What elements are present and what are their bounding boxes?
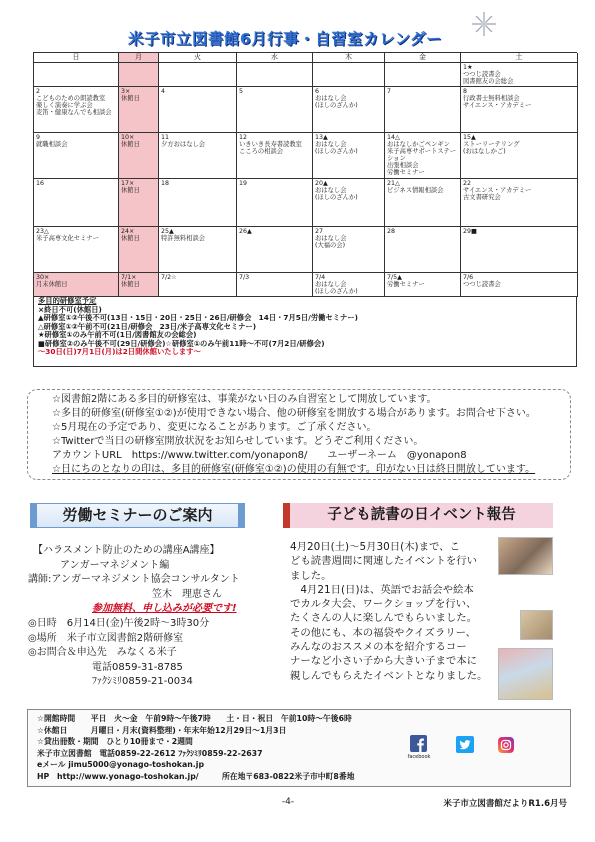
info-line: ☆Twitterで当日の研修室開放状況をお知らせしています。どうぞご利用ください。 <box>52 436 424 447</box>
weekday-header-fri: 金 <box>385 53 461 63</box>
calendar-day-cell: 7/4 おはなし会 (ほしのざんか) <box>313 273 385 297</box>
twitter-icon <box>456 736 474 753</box>
event-report-body: 4月20日(土)～5月30日(木)まで、こ ども読書週間に関連したイベントを行い ました。 4月21日(日)は、英語でお話会や絵本 でカルタ大会、ワークショップを行い、 たくさんの人に楽しんでもらいました。 その他にも、本の福袋やクイズラリー、 みんなのおススメの本を紹介するコー ナーなど小さい子から大きい子まで本に 親しんでもらえたイベントとなりました。 <box>290 541 488 682</box>
event-report-heading: 子ども読書の日イベント報告 <box>283 503 553 528</box>
calendar-day-cell: 19 <box>237 179 313 227</box>
opening-hours: ☆開館時間 平日 火～金 午前9時～午後7時 土・日・祝日 午前10時～午後6時 <box>37 714 352 723</box>
page-number: -4- <box>281 797 295 807</box>
calendar-day-cell: 7/5▲ 労働セミナー <box>385 273 461 297</box>
calendar-day-cell: 30× 月末休館日 <box>34 273 119 297</box>
seminar-contact: ◎お問合＆申込先 みなくる米子 <box>28 647 177 659</box>
seminar-fee-notice: 参加無料、申し込みが必要です! <box>92 603 237 615</box>
calendar-day-cell <box>159 63 237 87</box>
calendar-day-cell: 27 おはなし会 (大福の会) <box>313 227 385 273</box>
weekday-header-mon: 月 <box>119 53 159 63</box>
room-schedule-notes <box>33 296 577 367</box>
calendar-day-cell: 18 <box>159 179 237 227</box>
calendar-day-cell: 25▲ 特許無料相談会 <box>159 227 237 273</box>
study-room-info-box <box>27 389 571 480</box>
seminar-course: 【ハラスメント防止のための講座A講座】 <box>33 545 220 556</box>
calendar-day-cell: 12 いきいき長寿書読教室 こころの相談会 <box>237 133 313 179</box>
calendar-day-cell <box>34 63 119 87</box>
loan-limits: ☆貸出冊数・期間 ひとり10冊まで・2週間 <box>37 737 193 746</box>
closure-notice: ～30日(日)7月1日(月)は2日間休館いたします～ <box>38 347 201 356</box>
notes-line: ★研修室①のみ午前不可(1日/図書館友の会総会) <box>38 330 197 339</box>
calendar-day-cell: 4 <box>159 87 237 133</box>
calendar-day-cell <box>119 63 159 87</box>
seminar-lecturer-name: 笠木 理恵さん <box>152 588 222 600</box>
weekday-header-tue: 火 <box>159 53 237 63</box>
calendar-grid <box>33 52 577 297</box>
calendar-day-cell: 17× 休館日 <box>119 179 159 227</box>
weekday-header-thu: 木 <box>313 53 385 63</box>
notes-title: 多目的研修室予定 <box>38 296 97 305</box>
calendar-day-cell: 3× 休館日 <box>119 87 159 133</box>
library-phone: 米子市立図書館 電話0859-22-2612 ﾌｧｸｼﾐﾘ0859-22-2637 <box>37 748 263 758</box>
calendar-day-cell <box>237 63 313 87</box>
calendar-day-cell: 7/6 つつじ読書会 <box>461 273 578 297</box>
seminar-lecturer: 講師:アンガーマネジメント協会コンサルタント <box>28 574 240 586</box>
calendar-day-cell: 8 行政書士無料相談会 サイエンス・アカデミー <box>461 87 578 133</box>
calendar-day-cell <box>385 63 461 87</box>
calendar-day-cell: 14△ おはなしかごペンギン 米子高専サポートステーション 出張相談会 労働セミナー <box>385 133 461 179</box>
library-email: eメール jimu5000@yonago-toshokan.jp <box>37 760 205 769</box>
calendar-day-cell: 16 <box>34 179 119 227</box>
seminar-fax: ﾌｧｸｼﾐﾘ0859-21-0034 <box>92 676 193 688</box>
calendar-day-cell: 15▲ ストーリーテリング (おはなしかご) <box>461 133 578 179</box>
labor-seminar-heading: 労働セミナーのご案内 <box>30 503 245 528</box>
facebook-label: facebook <box>407 754 431 760</box>
calendar-day-cell: 7/2☆ <box>159 273 237 297</box>
seminar-phone: 電話0859-31-8785 <box>92 661 183 673</box>
info-line: ☆日にちのとなりの印は、多目的研修室(研修室①②)の使用の有無です。印がない日は終日開放しています。 <box>52 464 536 475</box>
calendar-day-cell: 24× 休館日 <box>119 227 159 273</box>
calendar-day-cell: 7/1× 休館日 <box>119 273 159 297</box>
info-line: ☆図書館2階にある多目的研修室は、事業がない日のみ自習室として開放しています。 <box>52 394 437 405</box>
notes-line: ×終日不可(休館日) <box>38 304 102 314</box>
weekday-header-sun: 日 <box>34 53 119 63</box>
calendar-day-cell: 2 こどものための朗読教室 楽しく演奏に学ぶ会 麦笛・健康なんでも相談会 <box>34 87 119 133</box>
info-line: ☆多目的研修室(研修室①②)が使用できない場合、他の研修室を開放する場合があります。お問合せ下さい。 <box>52 408 536 419</box>
event-photo <box>520 610 553 640</box>
calendar-day-cell: 5 <box>237 87 313 133</box>
weekday-header-sat: 土 <box>461 53 578 63</box>
seminar-datetime: ◎日時 6月14日(金)午後2時～3時30分 <box>28 617 210 629</box>
publication-name: 米子市立図書館だよりR1.6月号 <box>443 799 567 809</box>
labor-seminar-details <box>28 544 253 690</box>
calendar-day-cell: 10× 休館日 <box>119 133 159 179</box>
calendar-day-cell: 6 おはなし会 (ほしのざんか) <box>313 87 385 133</box>
seminar-subtitle: アンガーマネジメント編 <box>60 559 170 571</box>
facebook-icon <box>410 735 427 752</box>
calendar-day-cell: 29■ <box>461 227 578 273</box>
calendar-day-cell: 22 サイエンス・アカデミー 古文書研究会 <box>461 179 578 227</box>
sparkle-decoration-icon <box>470 10 498 38</box>
calendar-day-cell: 7/3 <box>237 273 313 297</box>
calendar-day-cell: 7 <box>385 87 461 133</box>
notes-line: △研修室①②午前不可(21日/研修会 23日/米子高専文化セミナー) <box>38 321 257 331</box>
calendar-day-cell: 28 <box>385 227 461 273</box>
calendar-day-cell: 26▲ <box>237 227 313 273</box>
calendar-day-cell: 9 就職相談会 <box>34 133 119 179</box>
notes-line: ■研修室②のみ午後不可(29日/研修会)☆研修室①のみ午前11時～不可(7月2日/研修会) <box>38 338 325 348</box>
weekday-header-wed: 水 <box>237 53 313 63</box>
calendar-day-cell: 13▲ おはなし会 (ほしのざんか) <box>313 133 385 179</box>
event-photo <box>498 648 553 700</box>
twitter-account-line: アカウントURL https://www.twitter.com/yonapon8/ ユーザーネーム @yonapon8 <box>52 450 467 461</box>
calendar-day-cell: 1★ つつじ読書会 図書館友の会総会 <box>461 63 578 87</box>
calendar-day-cell: 11 夕方おはなし会 <box>159 133 237 179</box>
seminar-place: ◎場所 米子市立図書館2階研修室 <box>28 632 184 644</box>
notes-line: ▲研修室①②午後不可(13日・15日・20日・25日・26日/研修会 14日・7月5日/労働セミナー) <box>38 313 358 322</box>
instagram-icon <box>498 737 514 753</box>
event-photo <box>498 537 553 575</box>
closed-days: ☆休館日 月曜日・月末(資料整理)・年末年始12月29日～1月3日 <box>37 725 287 735</box>
calendar-day-cell: 21△ ビジネス情報相談会 <box>385 179 461 227</box>
library-homepage: HP http://www.yonago-toshokan.jp/ 所在地〒683-0822米子市中町8番地 <box>37 771 355 781</box>
page-title: 米子市立図書館6月行事・自習室カレンダー <box>127 30 443 48</box>
library-info-footer <box>27 709 571 787</box>
calendar-day-cell: 23△ 米子高専文化セミナー <box>34 227 119 273</box>
info-line: ☆5月現在の予定であり、変更になることがあります。ご了承ください。 <box>52 422 377 433</box>
calendar-day-cell <box>313 63 385 87</box>
calendar-day-cell: 20▲ おはなし会 (ほしのざんか) <box>313 179 385 227</box>
